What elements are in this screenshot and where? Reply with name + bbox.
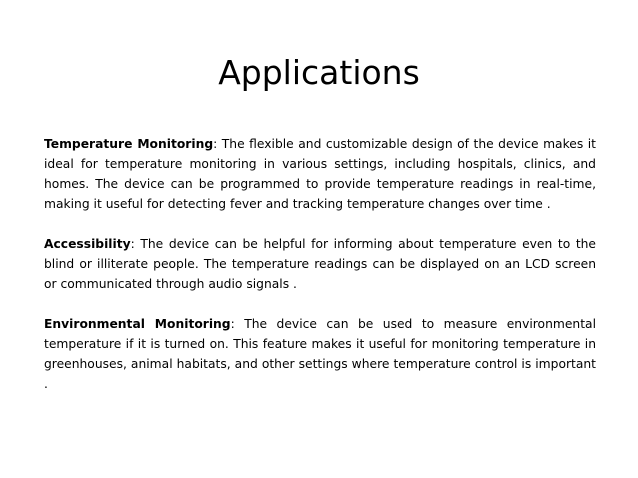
slide-title: Applications	[218, 53, 420, 92]
paragraph-term: Temperature Monitoring	[44, 137, 214, 151]
paragraph-temperature-monitoring	[44, 134, 596, 214]
slide-body	[44, 134, 596, 414]
paragraph-term: Environmental Monitoring	[44, 317, 231, 331]
paragraph-text: : The device can be used to measure environmental temperature if it is turned on. This feature makes it useful for monitoring temperature in greenhouses, animal habitats, and other settings where temperature control is important .	[44, 317, 596, 391]
paragraph-term: Accessibility	[44, 237, 131, 251]
paragraph-environmental-monitoring	[44, 314, 596, 394]
paragraph-accessibility	[44, 234, 596, 294]
paragraph-text: : The device can be helpful for informing about temperature even to the blind or illiterate people. The temperature readings can be displayed on an LCD screen or communicated through audio signals .	[44, 237, 596, 291]
paragraph-text: : The flexible and customizable design of the device makes it ideal for temperature monitoring in various settings, including hospitals, clinics, and homes. The device can be programmed to provide temperature readings in real-time, making it useful for detecting fever and tracking temperature changes over time .	[44, 137, 596, 211]
